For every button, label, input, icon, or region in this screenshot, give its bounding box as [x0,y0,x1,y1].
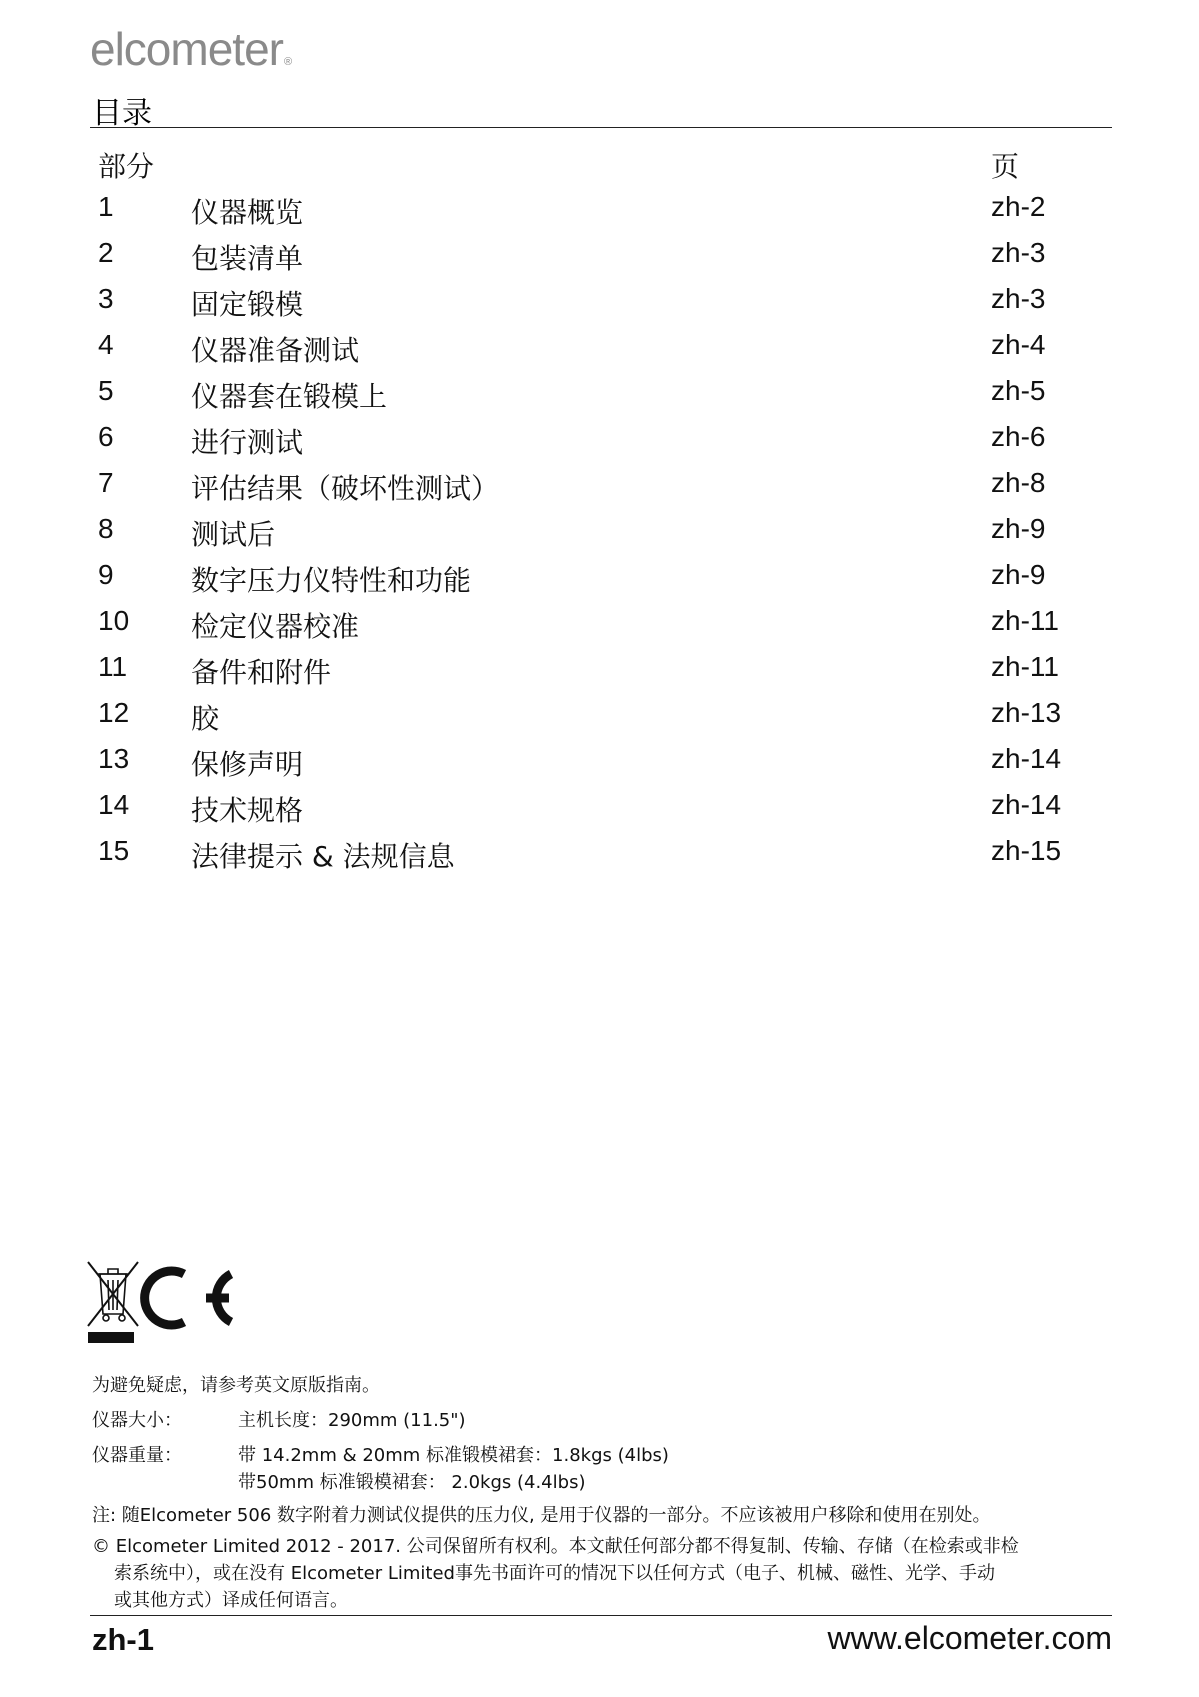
table-of-contents [98,145,1098,881]
weee-bar [88,1332,134,1343]
toc-row[interactable] [98,697,1098,743]
toc-section-title: 检定仪器校准 [191,610,360,643]
toc-section-header: 部分 [98,150,155,183]
toc-row[interactable] [98,743,1098,789]
toc-section-number: 8 [98,513,114,544]
page-title: 目录 [92,96,152,131]
toc-row[interactable] [98,467,1098,513]
toc-page-ref: zh-9 [991,559,1046,590]
size-line [92,1407,1112,1434]
weight-value-2: 带50mm 标准锻模裙套： 2.0kgs (4.4lbs) [238,1472,586,1493]
toc-row[interactable] [98,605,1098,651]
toc-page-ref: zh-9 [991,513,1046,544]
toc-section-title: 仪器准备测试 [191,334,360,367]
toc-section-title: 仪器概览 [191,196,304,229]
footer-divider [90,1615,1112,1616]
toc-page-ref: zh-3 [991,283,1046,314]
toc-section-number: 6 [98,421,114,452]
size-label: 仪器大小： [92,1410,182,1431]
toc-page-ref: zh-13 [991,697,1062,728]
toc-section-number: 14 [98,789,130,820]
ce-mark-icon [145,1271,231,1325]
regulatory-symbols [86,1260,256,1350]
toc-section-title: 评估结果（破坏性测试） [191,472,500,505]
logo-text: elcometer [90,23,283,75]
toc-section-title: 数字压力仪特性和功能 [191,564,472,597]
toc-page-ref: zh-4 [991,329,1046,360]
gauge-note: 注: 随Elcometer 506 数字附着力测试仪提供的压力仪, 是用于仪器的一部分。不应该被用户移除和使用在别处。 [92,1505,991,1526]
toc-page-ref: zh-15 [991,835,1062,866]
toc-page-ref: zh-5 [991,375,1046,406]
toc-page-ref: zh-14 [991,743,1062,774]
toc-page-ref: zh-11 [991,651,1059,682]
page-number: zh-1 [92,1622,154,1657]
toc-page-header: 页 [991,150,1020,183]
toc-section-number: 7 [98,467,114,498]
toc-row[interactable] [98,789,1098,835]
weight-label: 仪器重量： [92,1445,182,1466]
toc-rows [98,191,1098,881]
toc-header-row [98,145,1098,191]
toc-row[interactable] [98,191,1098,237]
toc-section-title: 仪器套在锻模上 [191,380,388,413]
copyright-line-2: 索系统中），或在没有 Elcometer Limited事先书面许可的情况下以任何方式（电子、机械、磁性、光学、手动 [114,1563,995,1584]
toc-section-title: 技术规格 [191,794,304,827]
toc-section-number: 3 [98,283,114,314]
toc-section-number: 1 [98,191,114,222]
toc-row[interactable] [98,651,1098,697]
toc-row[interactable] [98,421,1098,467]
toc-section-number: 15 [98,835,130,866]
toc-section-number: 9 [98,559,114,590]
english-reference-note: 为避免疑虑，请参考英文原版指南。 [92,1375,380,1396]
footer-notes [92,1372,1112,1614]
size-value: 主机长度：290mm (11.5") [238,1410,466,1431]
toc-section-title: 进行测试 [191,426,304,459]
toc-row[interactable] [98,375,1098,421]
toc-row[interactable] [98,283,1098,329]
toc-row[interactable] [98,513,1098,559]
toc-page-ref: zh-8 [991,467,1046,498]
toc-section-title: 保修声明 [191,748,304,781]
toc-section-number: 11 [98,651,128,682]
toc-section-number: 13 [98,743,130,774]
toc-page-ref: zh-11 [991,605,1059,636]
toc-section-number: 12 [98,697,130,728]
website-link[interactable]: www.elcometer.com [827,1620,1112,1656]
toc-page-ref: zh-6 [991,421,1046,452]
copyright-line-3: 或其他方式）译成任何语言。 [114,1590,348,1611]
toc-section-number: 5 [98,375,114,406]
toc-section-title: 固定锻模 [191,288,304,321]
toc-row[interactable] [98,329,1098,375]
toc-section-title: 法律提示 & 法规信息 [191,840,455,873]
registered-mark: ® [283,56,292,68]
toc-section-title: 胶 [191,702,220,735]
brand-logo [90,22,291,76]
toc-section-number: 2 [98,237,114,268]
toc-row[interactable] [98,237,1098,283]
copyright-line-1: © Elcometer Limited 2012 - 2017. 公司保留所有权利。本文献任何部分都不得复制、传输、存储（在检索或非检 [92,1536,1019,1557]
toc-page-ref: zh-14 [991,789,1062,820]
toc-row[interactable] [98,835,1098,881]
toc-section-title: 备件和附件 [191,656,332,689]
weee-bin-icon [88,1262,138,1326]
toc-section-title: 测试后 [191,518,276,551]
toc-page-ref: zh-3 [991,237,1046,268]
toc-row[interactable] [98,559,1098,605]
toc-section-number: 4 [98,329,114,360]
toc-section-number: 10 [98,605,130,636]
header-divider [90,127,1112,128]
toc-section-title: 包装清单 [191,242,304,275]
toc-page-ref: zh-2 [991,191,1046,222]
weight-line [92,1442,1112,1469]
weight-value-1: 带 14.2mm & 20mm 标准锻模裙套：1.8kgs (4lbs) [238,1445,669,1466]
